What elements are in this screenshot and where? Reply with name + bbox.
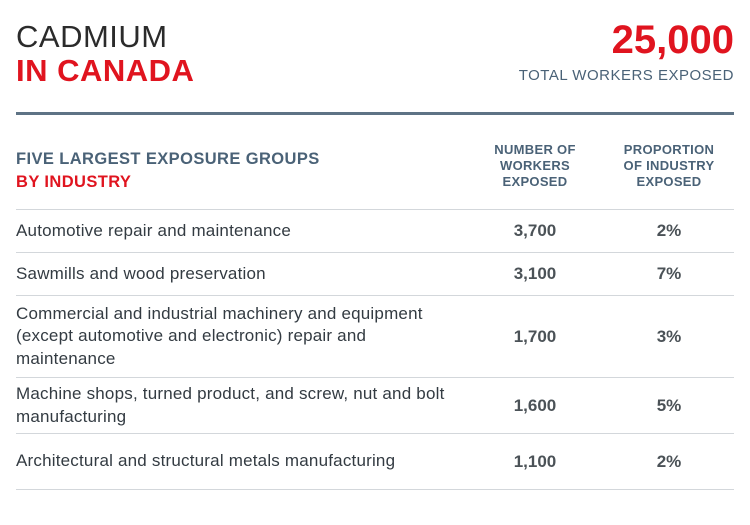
table-header-row (16, 142, 734, 210)
total-workers-label: TOTAL WORKERS EXPOSED (518, 67, 734, 84)
workers-exposed: 1,700 (513, 326, 557, 346)
table-heading-line1: FIVE LARGEST EXPOSURE GROUPS (16, 150, 320, 168)
industry-name: Sawmills and wood preservation (16, 263, 266, 283)
industry-name: Commercial and industrial machinery and equipment (except automotive and electronic) repair and maintenance (16, 303, 423, 368)
proportion-exposed: 7% (656, 264, 682, 283)
page-subtitle: IN CANADA (16, 53, 195, 88)
table-row (16, 434, 734, 490)
workers-exposed: 1,100 (513, 451, 557, 471)
industry-name: Machine shops, turned product, and screw, nut and bolt manufacturing (16, 384, 445, 426)
workers-exposed: 3,100 (513, 264, 557, 283)
proportion-exposed: 2% (656, 221, 682, 240)
proportion-exposed: 2% (656, 451, 682, 471)
exposure-table (16, 142, 734, 490)
header-divider (16, 112, 734, 115)
table-heading (16, 142, 466, 209)
column-header-workers: NUMBER OF WORKERS EXPOSED (494, 142, 576, 189)
workers-exposed: 1,600 (513, 395, 557, 415)
table-row (16, 378, 734, 434)
table-row (16, 210, 734, 253)
total-workers-value: 25,000 (611, 18, 734, 62)
table-heading-line2: BY INDUSTRY (16, 173, 132, 191)
proportion-exposed: 5% (656, 395, 682, 415)
industry-name: Architectural and structural metals manufacturing (16, 451, 396, 471)
table-row (16, 296, 734, 378)
industry-name: Automotive repair and maintenance (16, 220, 291, 240)
page-title: CADMIUM (16, 19, 168, 54)
proportion-exposed: 3% (656, 326, 682, 346)
table-row (16, 253, 734, 296)
workers-exposed: 3,700 (513, 221, 557, 240)
column-header-proportion: PROPORTION OF INDUSTRY EXPOSED (623, 142, 715, 189)
